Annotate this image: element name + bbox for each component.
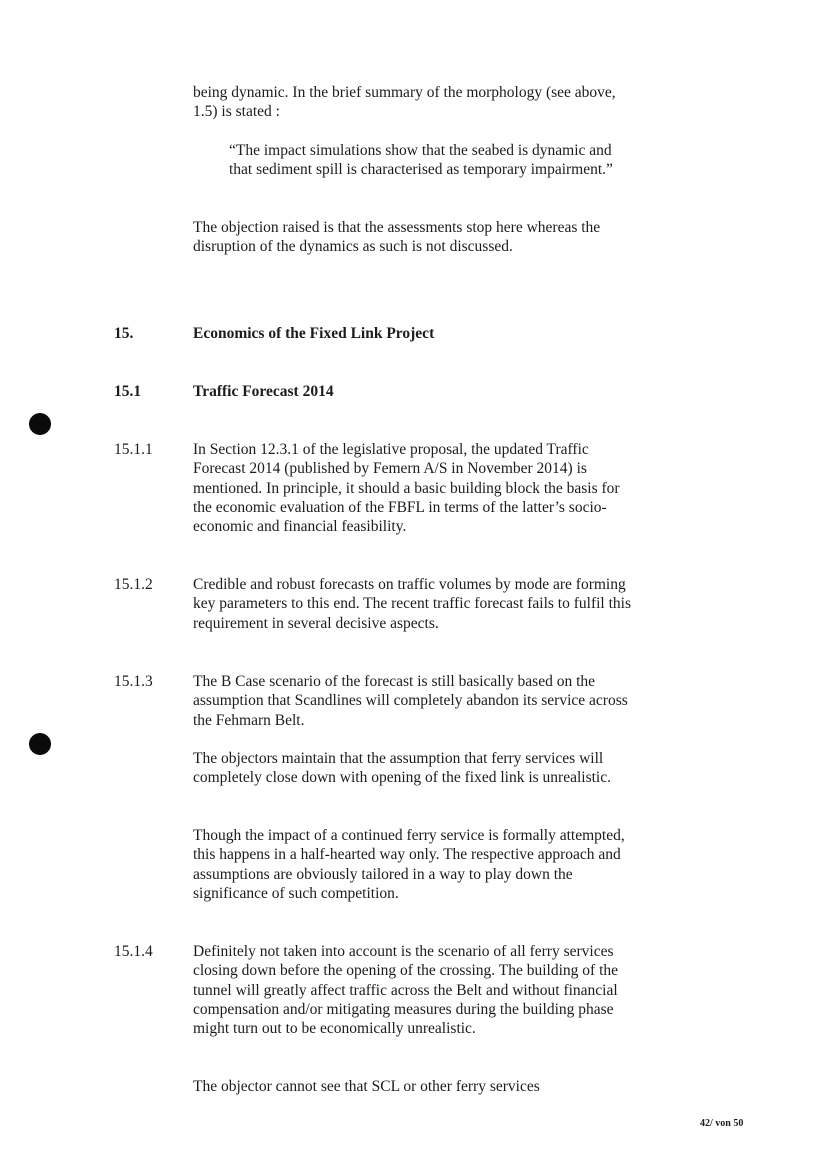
block-quote: “The impact simulations show that the seabed is dynamic and that sediment spill is characterised as temporary impairment.”: [229, 142, 613, 179]
item-15-1-2-number: 15.1.2: [114, 576, 153, 593]
section-15-title: Economics of the Fixed Link Project: [193, 325, 435, 342]
item-15-1-3-text-a: The B Case scenario of the forecast is still basically based on the assumption that Scandlines will completely abandon its service across the Fehmarn Belt.: [193, 673, 628, 729]
item-15-1-1-number: 15.1.1: [114, 441, 153, 458]
punch-hole-bottom: [29, 733, 51, 755]
paragraph-objection: The objection raised is that the assessments stop here whereas the disruption of the dynamics as such is not discussed.: [193, 219, 601, 256]
section-15-1-title: Traffic Forecast 2014: [193, 383, 334, 400]
punch-hole-top: [29, 413, 51, 435]
item-15-1-1-text: In Section 12.3.1 of the legislative proposal, the updated Traffic Forecast 2014 (published by Femern A/S in November 2014) is mentioned. In principle, it should a basic building block the basis for the economic evaluation of the FBFL in terms of the latter’s socio-economic and financial feasibility.: [193, 441, 620, 536]
section-15-1-number: 15.1: [114, 383, 142, 400]
item-15-1-4-number: 15.1.4: [114, 943, 153, 960]
item-15-1-2-text: Credible and robust forecasts on traffic volumes by mode are forming key parameters to this end. The recent traffic forecast fails to fulfil this requirement in several decisive aspects.: [193, 576, 632, 632]
section-15-number: 15.: [114, 325, 134, 342]
page-number: 42/ von 50: [700, 1118, 744, 1129]
item-15-1-3-number: 15.1.3: [114, 673, 153, 690]
item-15-1-3-text-c: Though the impact of a continued ferry service is formally attempted, this happens in a half-hearted way only. The respective approach and assumptions are obviously tailored in a way to play down the significance of such competition.: [193, 827, 625, 902]
paragraph-intro: being dynamic. In the brief summary of the morphology (see above, 1.5) is stated :: [193, 84, 616, 121]
item-15-1-4-text-a: Definitely not taken into account is the scenario of all ferry services closing down before the opening of the crossing. The building of the tunnel will greatly affect traffic across the Belt and without financial compensation and/or mitigating measures during the building phase might turn out to be economically unrealistic.: [193, 943, 619, 1038]
item-15-1-4-text-b: The objector cannot see that SCL or other ferry services: [193, 1078, 540, 1095]
item-15-1-3-text-b: The objectors maintain that the assumption that ferry services will completely close down with opening of the fixed link is unrealistic.: [193, 750, 611, 787]
